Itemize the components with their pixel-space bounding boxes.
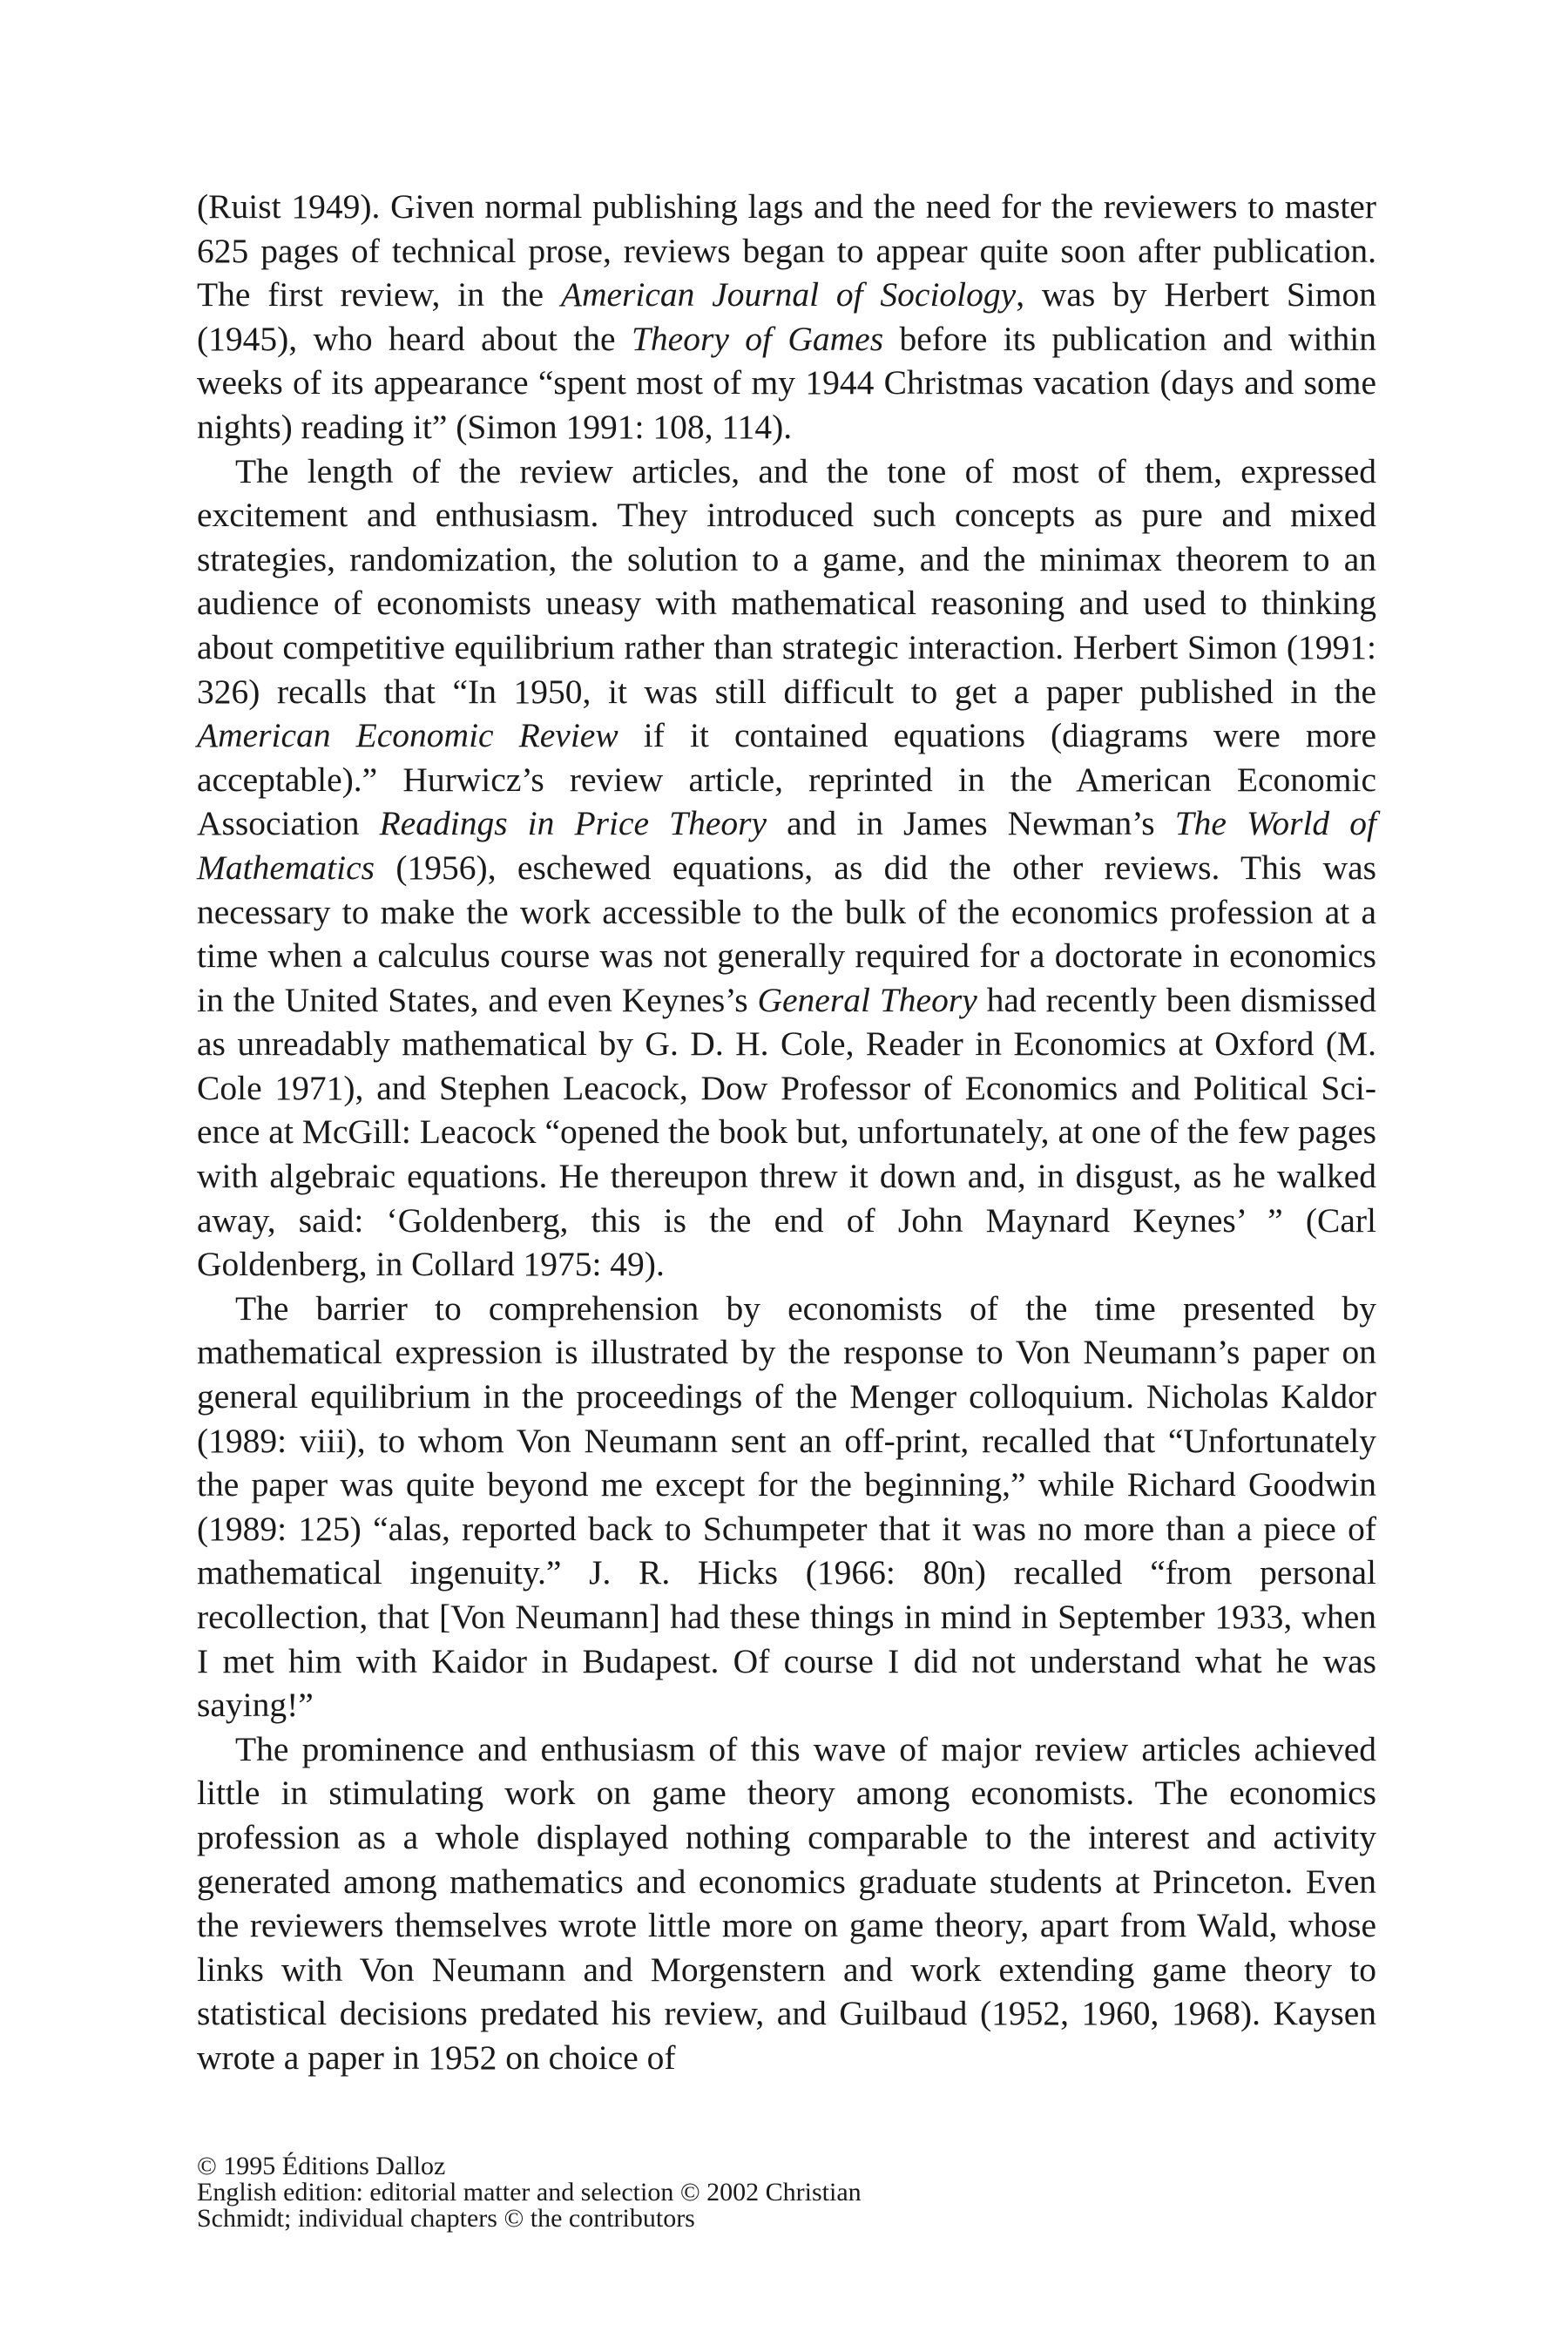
text-run: had recently been dismissed as unreadably mathematical by G. D. H. Cole, Reader in Economics at Oxford (M. Cole 1971), and Stephen Leacock, Dow Professor of Economics and Political Science at McGill: Leacock “opened the book but, unfortunately, at one of the few pages with algebraic equations. He thereupon threw it down and, in disgust, as he walked away, said: ‘Goldenberg, this is the end of John Maynard Keynes’ ” (Carl Goldenberg, in Collard 1975: 49). [197,980,1376,1284]
text-run: if it contained equations (diagrams were more acceptable).” Hurwicz’s review article, reprinted in the American Economic Association [197,716,1376,843]
italic-title: American Journal of Sociology [560,275,1017,314]
copyright-line-1: © 1995 Éditions Dalloz [197,2152,446,2180]
paragraph-4 [197,1727,1376,2080]
text-run: The length of the review articles, and the tone of most of them, expressed excitement and enthusiasm. They introduced such concepts as pure and mixed strategies, randomization, the solution to a game, and the minimax theorem to an audience of economists uneasy with mathematical reasoning and used to thinking about competitive equilibrium rather than strategic interaction. Herbert Simon (1991: 326) recalls that “In 1950, it was still difficult to get a paper published in the [197,451,1376,711]
text-run: before its publication and within weeks of its appearance “spent most of my 1944 Christmas vacation (days and some nights) reading it” (Simon 1991: 108, 114). [197,319,1376,446]
italic-title: American Economic Review [197,716,618,755]
text-run: , was by Herbert Simon (1945), who heard about the [197,275,1377,358]
italic-title: Readings in Price Theory [379,804,767,843]
copyright-notice [197,2153,1242,2232]
paragraph-1 [197,185,1376,449]
text-run: (Ruist 1949). Given normal publishing lags and the need for the reviewers to master 625 pages of technical prose, reviews began to appear quite soon after publication. The first review, in the [197,187,1376,314]
page-body [197,185,1376,2080]
paragraph-3 [197,1287,1376,1727]
text-run: (1956), eschewed equations, as did the other reviews. This was necessary to make the work accessible to the bulk of the economics profession at a time when a calculus course was not generally required for a doctorate in economics in the United States, and even Keynes’s [197,848,1376,1019]
text-run: The barrier to comprehension by economists of the time presented by mathematical expression is illustrated by the response to Von Neumann’s paper on general equilibrium in the proceedings of the Menger colloquium. Nicholas Kaldor (1989: viii), to whom Von Neumann sent an off-print, recalled that “Unfortunately the paper was quite beyond me except for the beginning,” while Richard Goodwin (1989: 125) “alas, reported back to Schumpeter that it was no more than a piece of mathematical ingenuity.” J. R. Hicks (1966: 80n) recalled “from personal recollection, that [Von Neumann] had these things in mind in September 1933, when I met him with Kaidor in Budapest. Of course I did not understand what he was saying!” [197,1288,1376,1725]
italic-title: The World of Mathematics [197,804,1376,887]
italic-title: Theory of Games [631,319,884,358]
copyright-line-2: English edition: editorial matter and selection © 2002 Christian [197,2178,862,2207]
italic-title: General Theory [757,980,977,1019]
copyright-line-3: Schmidt; individual chapters © the contributors [197,2204,695,2233]
text-run: and in James Newman’s [767,804,1175,843]
text-run: The prominence and enthusiasm of this wave of major review articles achieved little in stimulating work on game theory among economists. The economics profession as a whole displayed nothing comparable to the interest and activity generated among mathematics and economics graduate students at Princeton. Even the reviewers themselves wrote little more on game theory, apart from Wald, whose links with Von Neumann and Morgenstern and work extending game theory to statistical decisions predated his review, and Guilbaud (1952, 1960, 1968). Kaysen wrote a paper in 1952 on choice of [197,1729,1376,2077]
paragraph-2 [197,449,1376,1287]
